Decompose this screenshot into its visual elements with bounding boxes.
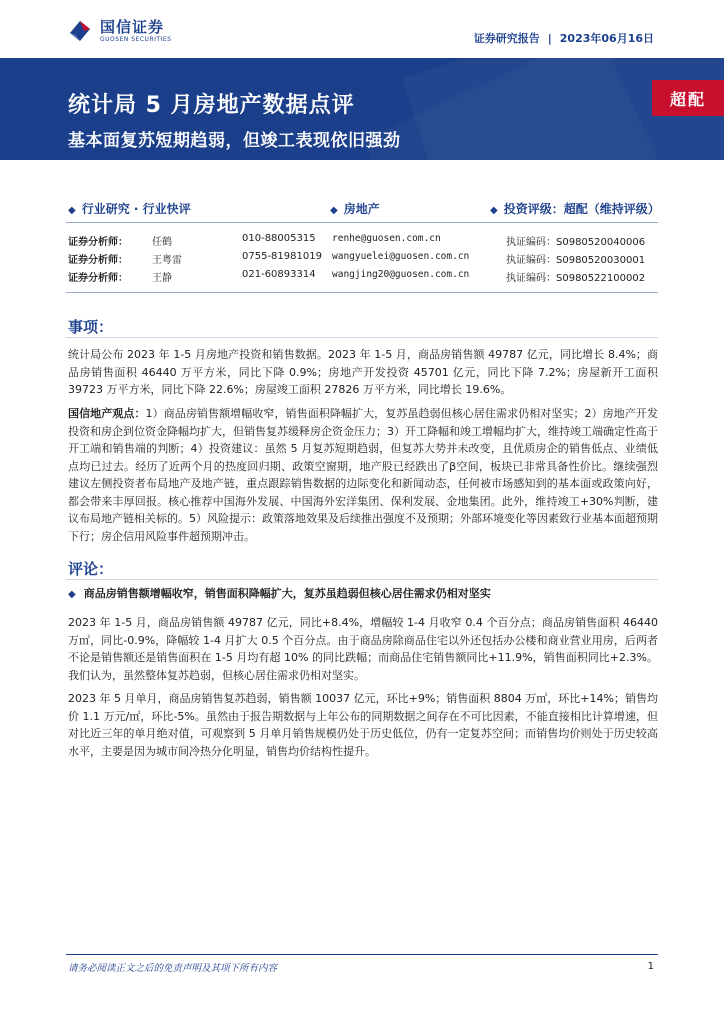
comment-paragraph-2: 2023 年 5 月单月，商品房销售复苏趋弱，销售额 10037 亿元，环比+9%；销售面积 8804 万㎡，环比+14%；销售均价 1.1 万元/㎡，环比-5%。虽然由于报告期数据与上年公布的同期数据之间存在不可比因素，不能直接相比计算增速，但对比近三年的单月绝对值，可观察到 5 月单月销售规模仍处于历史低位，仍有一定复苏空间；而销售均价则处于历史较高水平，主要是因为城市间冷热分化明显，销售均价结构性提升。 xyxy=(68,692,658,758)
comment-paragraph-1: 2023 年 1-5 月，商品房销售额 49787 亿元，同比+8.4%，增幅较 1-4 月收窄 0.4 个百分点；商品房销售面积 46440 万㎡，同比-0.9%，降幅较 1-4 月扩大 0.5 个百分点。由于商品房除商品住宅以外还包括办公楼和商业营业用房，后两者不论是销售额还是销售面积在 1-5 月均有超 10% 的同比跌幅；而商品住宅销售额同比+11.9%，销售面积同比+2.3%。我们认为，虽然整体复苏趋弱，但核心居住需求仍相对坚实。 xyxy=(68,616,658,682)
analyst-row xyxy=(68,269,658,287)
analyst-name: 王静 xyxy=(152,273,172,284)
analyst-email[interactable]: wangyuelei@guosen.com.cn xyxy=(332,251,470,262)
analyst-email[interactable]: renhe@guosen.com.cn xyxy=(332,233,441,244)
title-banner xyxy=(0,58,724,160)
report-date: 2023年06月16日 xyxy=(559,32,654,45)
rating-badge: 超配 xyxy=(652,80,724,116)
events-heading: 事项： xyxy=(68,318,114,336)
viewpoint-body: 1）商品房销售额增幅收窄，销售面积降幅扩大，复苏虽趋弱但核心居住需求仍相对坚实；2）房地产开发投资和房企到位资金降幅均扩大，但销售复苏缓释房企资金压力；3）开工降幅和竣工增幅均扩大，维持竣工端确定性高于开工端和销售端的判断；4）投资建议：虽然 5 月复苏短期趋弱，但复苏大势并未改变，且优质房企的销售低点、业绩低点均已过去。经历了近两个月的热度回归期、政策空窗期，地产股已经跌出了β空间，板块已非常具备性价比。继续强烈建议左侧投资者布局地产及地产链，重点跟踪销售数据的边际变化和新闻动态，任何被市场感知到的基本面或政策向好，都会带来丰厚回报。核心推荐中国海外发展、中国海外宏洋集团、保利发展、金地集团。此外，维持竣工+30%判断，建议布局地产链相关标的。5）风险提示：政策落地效果及后续推出强度不及预期；外部环境变化等因素致行业基本面超预期下行；房企信用风险事件超预期冲击。 xyxy=(68,407,659,543)
report-subtitle: 基本面复苏短期趋弱，但竣工表现依旧强劲 xyxy=(68,131,401,151)
comment-bullet-text: 商品房销售额增幅收窄，销售面积降幅扩大，复苏虽趋弱但核心居住需求仍相对坚实 xyxy=(83,587,491,600)
analyst-list xyxy=(68,233,658,287)
report-title: 统计局 5 月房地产数据点评 xyxy=(68,93,355,118)
analyst-name: 王粤雷 xyxy=(152,255,182,266)
analyst-role: 证券分析师： xyxy=(68,255,128,266)
divider xyxy=(66,292,658,293)
analyst-license: 执证编码：S0980520040006 xyxy=(506,237,646,248)
logo-name-en: GUOSEN SECURITIES xyxy=(100,35,172,43)
section-divider xyxy=(66,337,658,338)
diamond-icon: ◆ xyxy=(68,589,76,600)
analyst-license: 执证编码：S0980522100002 xyxy=(506,273,646,284)
analyst-role: 证券分析师： xyxy=(68,237,128,248)
divider xyxy=(66,222,658,223)
industry-category xyxy=(68,200,191,217)
analyst-phone: 0755-81981019 xyxy=(242,251,322,262)
investment-rating xyxy=(490,200,660,217)
report-meta xyxy=(474,30,654,46)
logo-name-cn: 国信证券 xyxy=(100,17,165,36)
comments-heading: 评论： xyxy=(68,560,114,578)
sector-category xyxy=(330,200,380,217)
report-type: 证券研究报告 xyxy=(473,32,540,45)
industry-label: 行业研究 · 行业快评 xyxy=(81,202,191,216)
analyst-row xyxy=(68,251,658,269)
page-number: 1 xyxy=(647,961,654,972)
diamond-icon: ◆ xyxy=(330,205,338,216)
page-header xyxy=(0,0,724,58)
rating-label: 投资评级：超配（维持评级） xyxy=(503,202,660,216)
footer-disclaimer[interactable]: 请务必阅读正文之后的免责声明及其项下所有内容 xyxy=(68,963,278,974)
diamond-icon: ◆ xyxy=(490,205,498,216)
viewpoint-lead: 国信地产观点： xyxy=(68,407,146,420)
analyst-email[interactable]: wangjing20@guosen.com.cn xyxy=(332,269,470,280)
footer-divider xyxy=(66,954,658,955)
analyst-row xyxy=(68,233,658,251)
analyst-name: 任鹤 xyxy=(152,237,172,248)
section-divider xyxy=(66,579,658,580)
analyst-phone: 021-60893314 xyxy=(242,269,316,280)
guosen-logo-icon xyxy=(66,17,94,45)
diamond-icon: ◆ xyxy=(68,205,76,216)
analyst-license: 执证编码：S0980520030001 xyxy=(506,255,646,266)
analyst-role: 证券分析师： xyxy=(68,273,128,284)
comment-bullet xyxy=(68,585,491,601)
events-paragraph: 统计局公布 2023 年 1-5 月房地产投资和销售数据。2023 年 1-5 月，商品房销售额 49787 亿元，同比增长 8.4%；商品房销售面积 46440 万平方米，同比下降 0.9%；房地产开发投资 45701 亿元，同比下降 7.2%；房屋新开工面积 39723 万平方米，同比下降 22.6%；房屋竣工面积 27826 万平方米，同比增长 19.6%。 xyxy=(68,348,658,396)
sector-label: 房地产 xyxy=(343,202,380,216)
company-logo xyxy=(66,17,171,45)
analyst-phone: 010-88005315 xyxy=(242,233,316,244)
meta-separator: | xyxy=(547,32,552,45)
viewpoint-paragraph xyxy=(68,405,658,545)
